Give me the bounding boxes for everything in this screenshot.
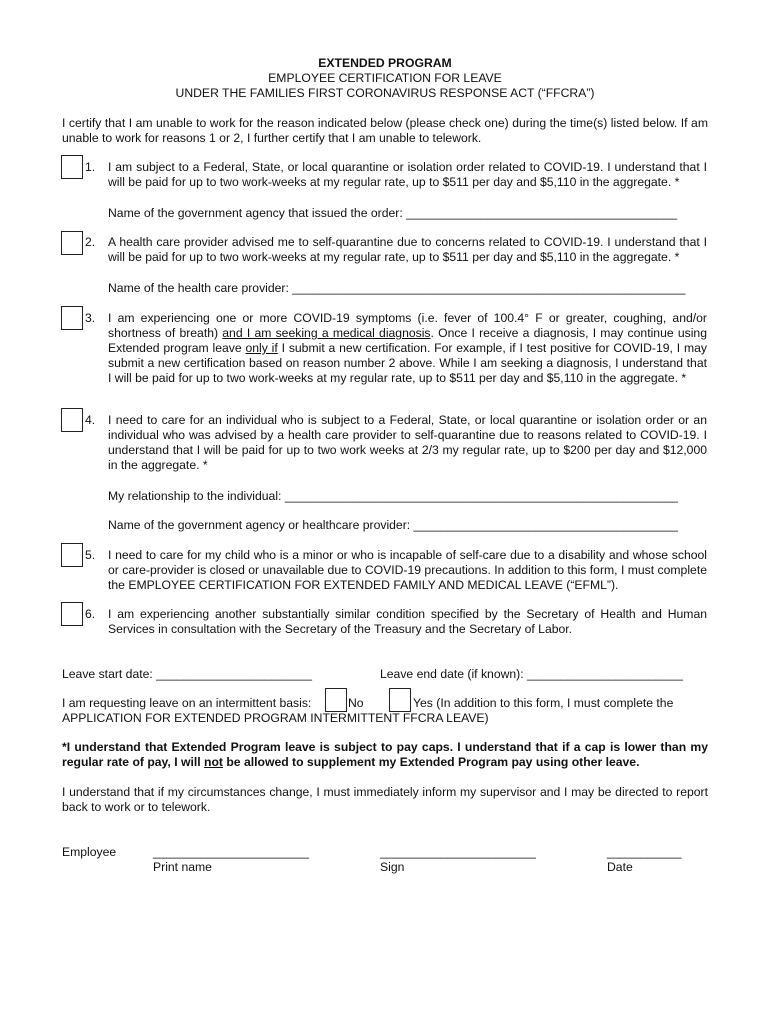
print-name-label: Print name [153,860,212,874]
circumstances-paragraph: I understand that if my circumstances change, I must immediately inform my supervisor and I may be directed to report back to work or to telework. [62,785,708,814]
leave-end-date-field[interactable]: Leave end date (if known): _______________________ [380,667,683,681]
reason-6-number: 6. [85,607,96,621]
reason-3-text-a: I am experiencing one or more COVID-19 symptoms (i.e. fever of 100.4° F or greater, coughing, and/or shortness of breath) [108,311,707,340]
reason-6-text: I am experiencing another substantially similar condition specified by the Secretary of Health and Human Services in consultation with the Secretary of the Treasury and the Secretary of Labor. [108,607,707,636]
reason-4-text: I need to care for an individual who is subject to a Federal, State, or local quarantine or isolation order or an individual who was advised by a health care provider to self-quarantine due to reasons related to COVID-19. I understand that I will be paid for up to two work weeks at 2/3 my regular rate, up to $200 per day and $12,000 in the aggregate. * [108,413,707,472]
pay-caps-text-b: be allowed to supplement my Extended Program pay using other leave. [222,755,640,769]
reason-2-checkbox[interactable] [61,231,83,255]
reason-5-checkbox[interactable] [61,543,83,567]
intermittent-label: I am requesting leave on an intermittent basis: [62,696,312,710]
reason-2-provider-field[interactable]: Name of the health care provider: __________________________________________________________ [108,281,686,295]
intermittent-yes-checkbox[interactable] [389,688,411,712]
form-subtitle-act: UNDER THE FAMILIES FIRST CORONAVIRUS RESPONSE ACT (“FFCRA”) [175,86,595,100]
reason-4-relationship-field[interactable]: My relationship to the individual: __________________________________________________________ [108,489,678,503]
reason-1-number: 1. [85,160,96,174]
reason-3-text-c: I submit a new certification. For example, if I test positive for COVID-19, I may submit a new certification based on reason number 2 above. While I am seeking a diagnosis, I understand that I will be paid for up to two work-weeks at my regular rate, up to $511 per day and $5,110 in the aggregate. * [108,341,707,385]
reason-4-checkbox[interactable] [61,408,83,432]
form-title: EXTENDED PROGRAM [318,56,452,70]
reason-3-checkbox[interactable] [61,306,83,330]
signature-line[interactable]: _______________________ [380,845,536,859]
reason-2-text: A health care provider advised me to self-quarantine due to concerns related to COVID-19. I understand that I will be paid for up to two work-weeks at my regular rate, up to $511 per day and $5,110 in the aggregate. * [108,235,707,264]
reason-3-text-b: . Once I receive a diagnosis, I may continue using Extended program leave [108,326,707,355]
reason-3-number: 3. [85,311,96,325]
leave-start-date-field[interactable]: Leave start date: _______________________ [62,667,313,681]
reason-5-number: 5. [85,548,96,562]
reason-5-text: I need to care for my child who is a minor or who is incapable of self-care due to a disability and whose school or care-provider is closed or unavailable due to COVID-19 precautions. In addition to this form, I must complete the EMPLOYEE CERTIFICATION FOR EXTENDED FAMILY AND MEDICAL LEAVE (“EFML”). [108,548,707,592]
reason-1-agency-field[interactable]: Name of the government agency that issued the order: ________________________________________ [108,206,678,220]
intermittent-yes-label: Yes (In addition to this form, I must complete the [413,696,674,710]
intro-paragraph: I certify that I am unable to work for the reason indicated below (please check one) during the time(s) listed below. If am unable to work for reasons 1 or 2, I further certify that I am unable to telework. [62,116,708,145]
reason-3-underlined-diagnosis: and I am seeking a medical diagnosis [222,326,431,340]
reason-6-checkbox[interactable] [61,602,83,626]
date-line[interactable]: ___________ [607,845,682,859]
reason-1-checkbox[interactable] [61,155,83,179]
reason-4-agency-field[interactable]: Name of the government agency or healthcare provider: _______________________________________ [108,518,678,532]
reason-3-underlined-only-if: only if [245,341,278,355]
form-subtitle: EMPLOYEE CERTIFICATION FOR LEAVE [268,71,502,85]
pay-caps-underlined-not: not [204,755,223,769]
employee-label: Employee [62,845,117,859]
pay-caps-text-a: *I understand that Extended Program leave is subject to pay caps. I understand that if a cap is lower than my regular rate of pay, I will [62,740,708,769]
reason-4-number: 4. [85,413,96,427]
pay-caps-notice [62,740,708,770]
reason-3-text [108,311,707,386]
intermittent-no-checkbox[interactable] [325,688,347,712]
intermittent-no-label: No [348,696,364,710]
print-name-line[interactable]: _______________________ [153,845,309,859]
signature-label: Sign [380,860,405,874]
intermittent-application-note: APPLICATION FOR EXTENDED PROGRAM INTERMITTENT FFCRA LEAVE) [62,711,489,725]
date-label: Date [607,860,633,874]
reason-1-text: I am subject to a Federal, State, or local quarantine or isolation order related to COVID-19. I understand that I will be paid for up to two work-weeks at my regular rate, up to $511 per day and $5,110 in the aggregate. * [108,160,707,189]
form-header [0,56,770,101]
reason-2-number: 2. [85,235,96,249]
